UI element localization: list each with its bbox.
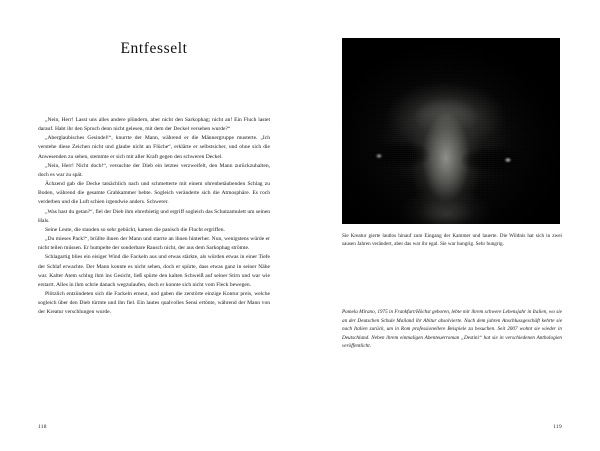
right-page (300, 0, 600, 451)
page-number-left: 118 (38, 424, 47, 430)
story-body-text (38, 116, 270, 317)
story-paragraph: Schlagartig blies ein eisiger Wind die Fackeln aus und etwas stärkte, als würden etwas in einer Tiefe der Schlaf erwachte. Der Mann konnte es nicht sehen, doch er spürte, dass etwas ganz in seiner Nähe war. Kalter Atem schlug ihm ins Gesicht, ließ spürte den kalten Schweiß auf seiner Stirn und war wie erstarrt. Alles in ihm schrie danach wegzulaufen, doch er konnte sich nicht vom Fleck bewegen. (38, 254, 270, 288)
story-paragraph: „Was hast du getan?“, fiel der Dieb ihm ehrerbietig und ergriff sogleich das Schutzamulett um seinen Hals. (38, 208, 270, 224)
author-bio (342, 308, 562, 350)
story-paragraph: „Aberglaubisches Gesindel!“, knurrte der Mann, während er die Männergruppe musterte. „Ich verstehe diese Zeichen nicht und glaube nicht an Flüche“, erklärte er selbstsicher, und ohne sich die Anwesenden zu sehen, stemmte er sich mit aller Kraft gegen den schweren Deckel. (38, 135, 270, 160)
page-title: Entfesselt (120, 40, 188, 57)
figure (342, 38, 562, 248)
story-paragraph: „Nein, Herr! Lasst uns alles andere plündern, aber nicht den Sarkophag; nicht an! Ein Fluch lastet darauf. Habt ihr den Spruch denn nicht gelesen, mit dem der Deckel versehen wurde?“ (38, 117, 270, 133)
story-paragraph: „Nein, Herr! Nicht doch!“, versuchte der Dieb ein letztes verzweifelt, den Mann zurückzuhalten, doch es war zu spät. (38, 162, 270, 178)
page-number-right: 119 (553, 424, 562, 430)
story-paragraph: Ächzend gab die Decke tatsächlich nach und schmetterte mit einem ohrenbetäubenden Schlag zu Boden, während die gesamte Grabkammer bebte. Sogleich veränderte sich die Atmosphäre. Es roch verderben und die Luft schien irgendwie anders. Schwerer. (38, 181, 270, 206)
photo-vignette-overlay (342, 38, 560, 224)
author-bio-text: Pamela Mirano, 1975 in Frankfurt/Höchst geboren, lebte mir ihrem schwere Lebensjahr in Italien, wo sie an der Deutschen Schule Mailand ihr Abitur absolvierte. Nach dem jahren Anschlussgeschäft kehrte sie nach Italien zurück, um in Rom professionellere Beispiele zu besuchen. Seit 2007 wohnt sie wieder in Deutschland. Neben ihrem einmaligen Abenteuerroman „Destini“ hat sie in verschiedenen Anthologien veröffentlicht. (342, 309, 562, 350)
creature-photo (342, 38, 560, 224)
figure-caption: Sie Kreatur gierte lautlos hinauf zum Eingang der Kammer und lauerte. Die Wildnis hat sich in zwei sausen Jahren verändert, aber das war ihr egal. Sie war hungrig. Sehr hungrig. (342, 233, 562, 248)
story-paragraph: Seine Leute, die standen so sehr gebückt, kamen die panisch die Flucht ergriffen. (45, 226, 225, 233)
story-paragraph: Plötzlich entzündeten sich die Fackeln erneut, und gaben die zerstörte einzige Kontur preis, welche sogleich über den Dieb türmte und ihn fiel. Ein lautes qualvolles Sensi ertönte, während der Mann von der Kreatur verschlungen wurde. (38, 290, 270, 316)
story-paragraph: „Du mieses Pack!“, brüllte ihnen der Mann und starrte an ihnen hinterher. Nun, wenigstens würde er nicht teilen müssen. Er humpelte der sonderbare Rausch nicht, der aus dem Sarkophag strömte. (38, 236, 270, 252)
